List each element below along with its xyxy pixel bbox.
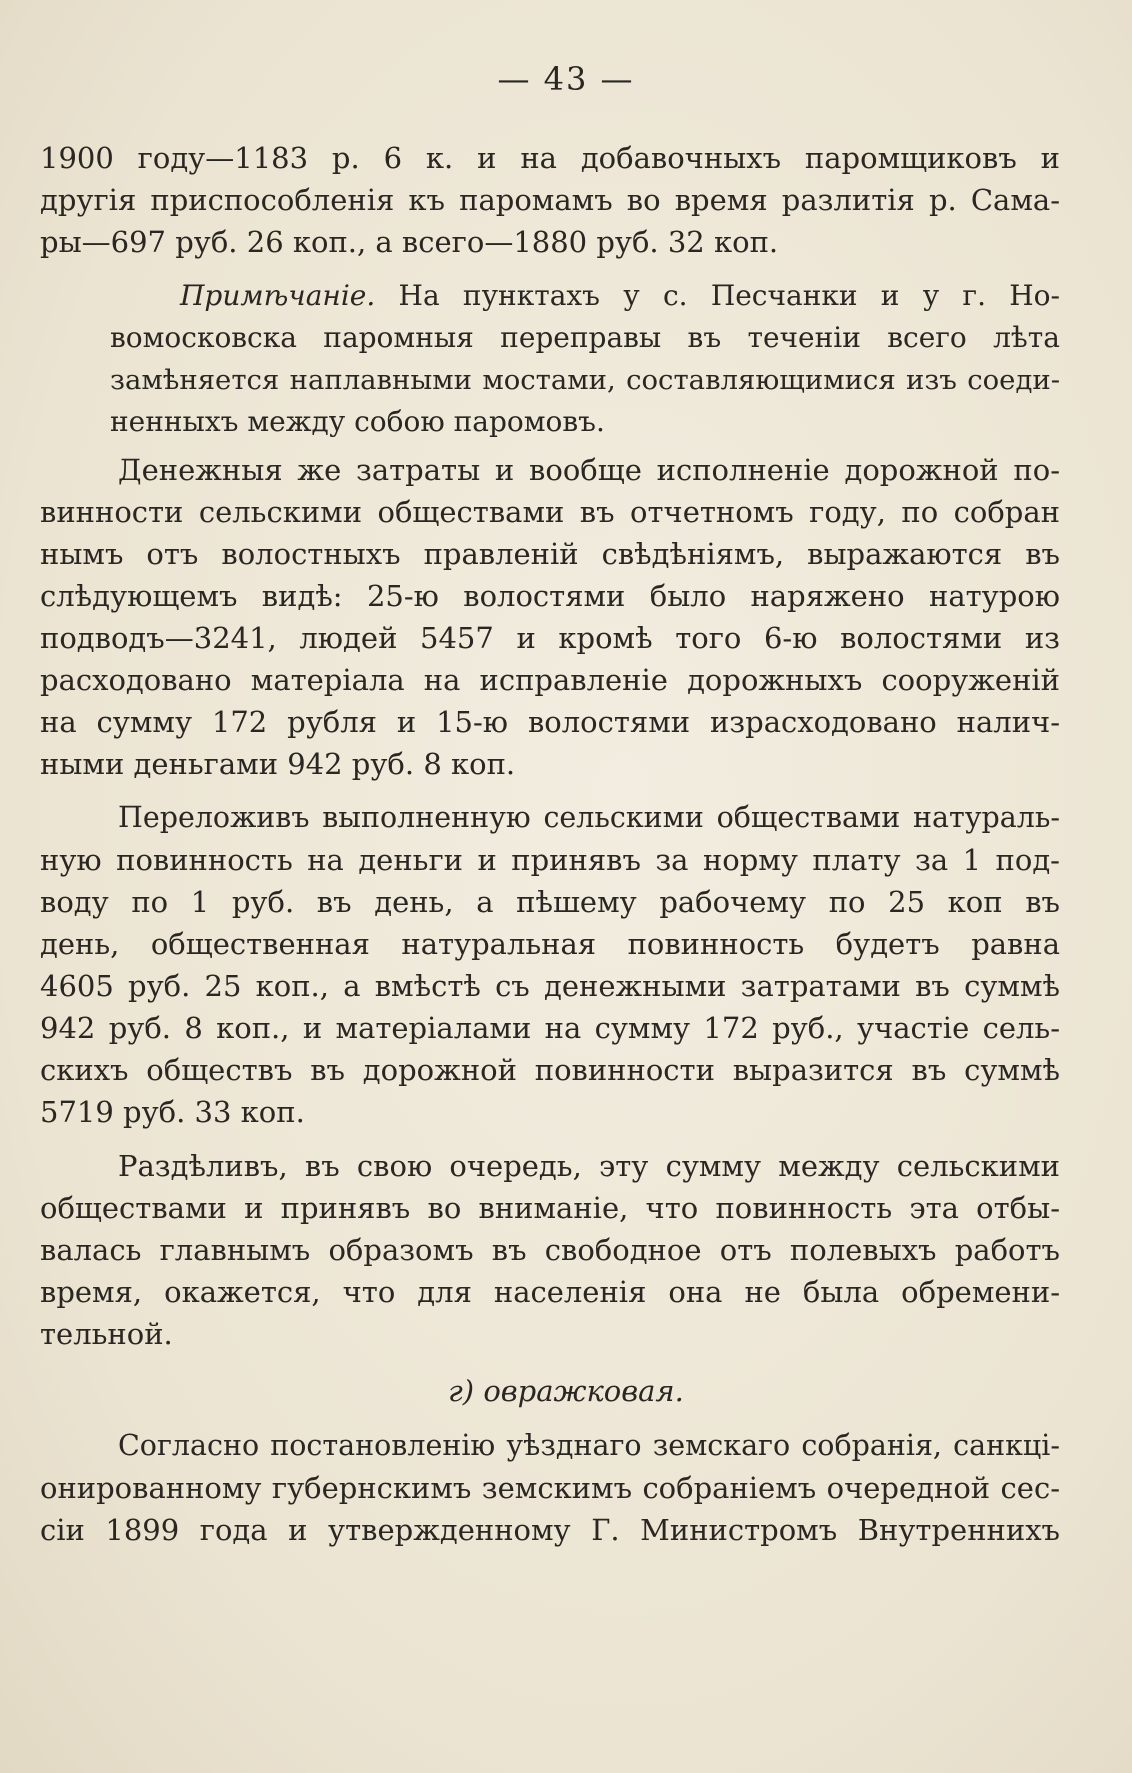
note-paragraph bbox=[110, 275, 1060, 443]
text-line: Переложивъ выполненную сельскими обществами натураль- bbox=[118, 801, 1060, 834]
paragraph-1 bbox=[40, 137, 1060, 263]
text-line: подводъ—3241, людей 5457 и кромѣ того 6-ю волостями из bbox=[40, 621, 1060, 655]
text-line: 1900 году—1183 р. 6 к. и на добавочныхъ паромщиковъ и bbox=[40, 141, 1060, 175]
text-line: день, общественная натуральная повинность будетъ равна bbox=[40, 927, 1060, 961]
text-line: ненныхъ между собою паромовъ. bbox=[110, 405, 605, 438]
text-line: 4605 руб. 25 коп., а вмѣстѣ съ денежными затратами въ суммѣ bbox=[40, 969, 1060, 1003]
text-line: 5719 руб. 33 коп. bbox=[40, 1095, 305, 1129]
text-line: на сумму 172 рубля и 15-ю волостями израсходовано налич- bbox=[40, 705, 1060, 739]
text-line: воду по 1 руб. въ день, а пѣшему рабочему по 25 коп въ bbox=[40, 885, 1060, 919]
paragraph-4 bbox=[40, 1145, 1060, 1355]
section-heading: г) овражковая. bbox=[448, 1374, 684, 1408]
text-line: Раздѣливъ, въ свою очередь, эту сумму между сельскими bbox=[118, 1149, 1060, 1183]
text-line: вомосковска паромныя переправы въ теченіи всего лѣта bbox=[110, 321, 1060, 354]
text-line: тельной. bbox=[40, 1317, 173, 1351]
text-line: ными деньгами 942 руб. 8 коп. bbox=[40, 747, 516, 781]
text-line: расходовано матеріала на исправленіе дорожныхъ сооруженій bbox=[40, 663, 1060, 697]
text-line: валась главнымъ образомъ въ свободное отъ полевыхъ работъ bbox=[40, 1233, 1060, 1267]
page-number: — 43 — bbox=[497, 60, 635, 98]
text-line: Денежныя же затраты и вообще исполненіе дорожной по- bbox=[118, 453, 1060, 487]
text-line: винности сельскими обществами въ отчетномъ году, по собран bbox=[40, 495, 1060, 529]
paragraph-2 bbox=[40, 449, 1060, 785]
note-first-line bbox=[110, 275, 1060, 317]
text-line: Согласно постановленію уѣзднаго земскаго собранія, санкці- bbox=[118, 1429, 1060, 1462]
text-line: скихъ обществъ въ дорожной повинности выразится въ суммѣ bbox=[40, 1053, 1060, 1087]
text-line: обществами и принявъ во вниманіе, что повинность эта отбы- bbox=[40, 1191, 1060, 1225]
text-line: ную повинность на деньги и принявъ за норму плату за 1 под- bbox=[40, 843, 1060, 877]
paragraph-5 bbox=[40, 1425, 1060, 1551]
text-line: замѣняется наплавными мостами, составляющимися изъ соеди- bbox=[110, 364, 1060, 396]
text-line: сіи 1899 года и утвержденному Г. Министромъ Внутреннихъ bbox=[40, 1513, 1060, 1547]
text-line: 942 руб. 8 коп., и матеріалами на сумму 172 руб., участіе сель- bbox=[40, 1011, 1060, 1045]
text-line: время, окажется, что для населенія она не была обремени- bbox=[40, 1275, 1060, 1309]
text-line: ры—697 руб. 26 коп., а всего—1880 руб. 32 коп. bbox=[40, 225, 779, 259]
text-line: другія приспособленія къ паромамъ во время разлитія р. Сама- bbox=[40, 183, 1060, 217]
note-label: Примѣчаніе. bbox=[180, 279, 376, 312]
text-line: слѣдующемъ видѣ: 25-ю волостями было наряжено натурою bbox=[40, 579, 1060, 613]
text-line: онированному губернскимъ земскимъ собраніемъ очередной сес- bbox=[40, 1471, 1060, 1505]
note-text: На пунктахъ у с. Песчанки и у г. Но- bbox=[375, 279, 1060, 312]
text-line: нымъ отъ волостныхъ правленій свѣдѣніямъ, выражаются въ bbox=[40, 537, 1060, 571]
paragraph-3 bbox=[40, 797, 1060, 1133]
